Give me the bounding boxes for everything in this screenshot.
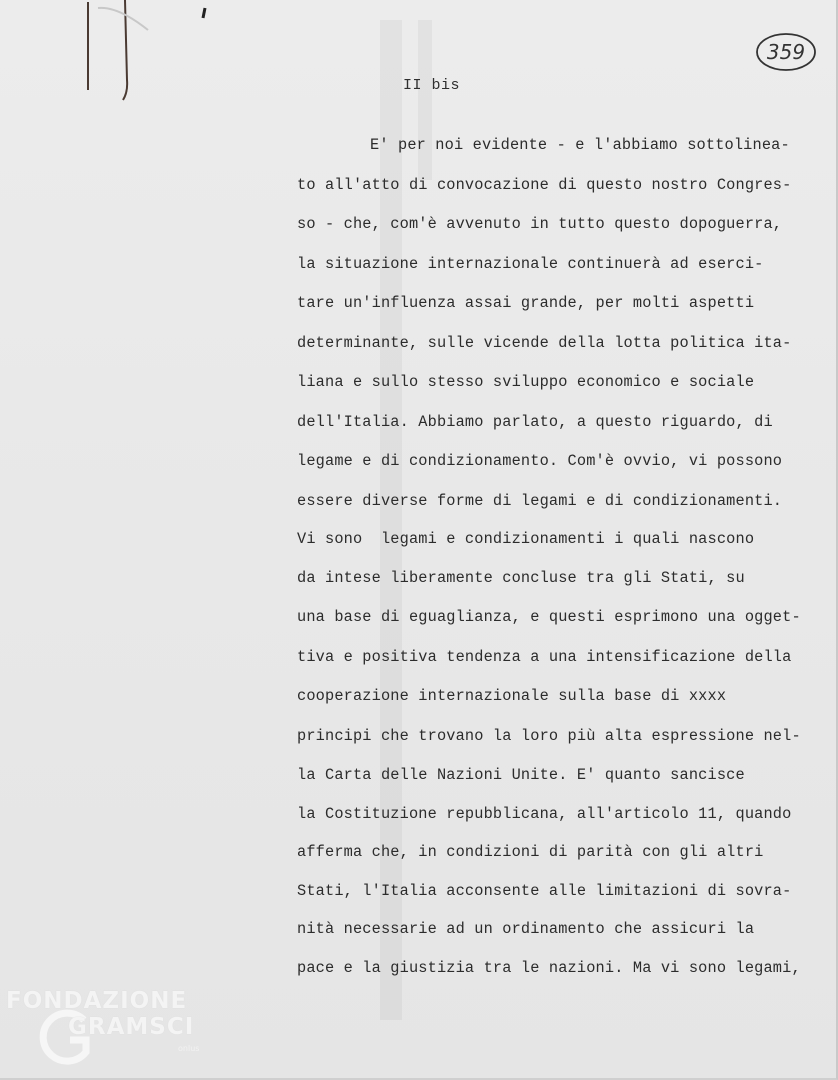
fondazione-gramsci-watermark [6, 988, 226, 1074]
watermark-line-1: FONDAZIONE [6, 988, 188, 1014]
text-line: Stati, l'Italia acconsente alle limitazioni di sovra- [297, 882, 792, 900]
text-line: Vi sono legami e condizionamenti i quali nascono [297, 530, 755, 548]
text-line: determinante, sulle vicende della lotta politica ita- [297, 334, 792, 352]
text-line: E' per noi evidente - e l'abbiamo sottolinea- [370, 136, 790, 154]
text-line: da intese liberamente concluse tra gli Stati, su [297, 569, 745, 587]
text-line: so - che, com'è avvenuto in tutto questo dopoguerra, [297, 215, 783, 233]
text-line: dell'Italia. Abbiamo parlato, a questo riguardo, di [297, 413, 773, 431]
text-line: una base di eguaglianza, e questi esprimono una ogget- [297, 608, 801, 626]
section-heading: II bis [403, 77, 461, 94]
text-line: nità necessarie ad un ordinamento che assicuri la [297, 920, 755, 938]
text-line: la Costituzione repubblicana, all'articolo 11, quando [297, 805, 792, 823]
text-line: principi che trovano la loro più alta espressione nel- [297, 727, 801, 745]
text-line: tare un'influenza assai grande, per molti aspetti [297, 294, 755, 312]
text-line: essere diverse forme di legami e di condizionamenti. [297, 492, 783, 510]
watermark-line-2: GRAMSCI [68, 1014, 195, 1040]
text-line: to all'atto di convocazione di questo nostro Congres- [297, 176, 792, 194]
text-line: liana e sullo stesso sviluppo economico e sociale [297, 373, 755, 391]
text-line: pace e la giustizia tra le nazioni. Ma vi sono legami, [297, 959, 801, 977]
text-line: legame e di condizionamento. Com'è ovvio, vi possono [297, 452, 783, 470]
text-line: tiva e positiva tendenza a una intensificazione della [297, 648, 792, 666]
text-line: la situazione internazionale continuerà ad eserci- [297, 255, 764, 273]
text-line: afferma che, in condizioni di parità con gli altri [297, 843, 764, 861]
page-number-text: 359 [766, 40, 806, 64]
watermark-line-3: onlus [178, 1044, 200, 1053]
text-line: la Carta delle Nazioni Unite. E' quanto sancisce [297, 766, 745, 784]
text-line: cooperazione internazionale sulla base di xxxx [297, 687, 727, 705]
